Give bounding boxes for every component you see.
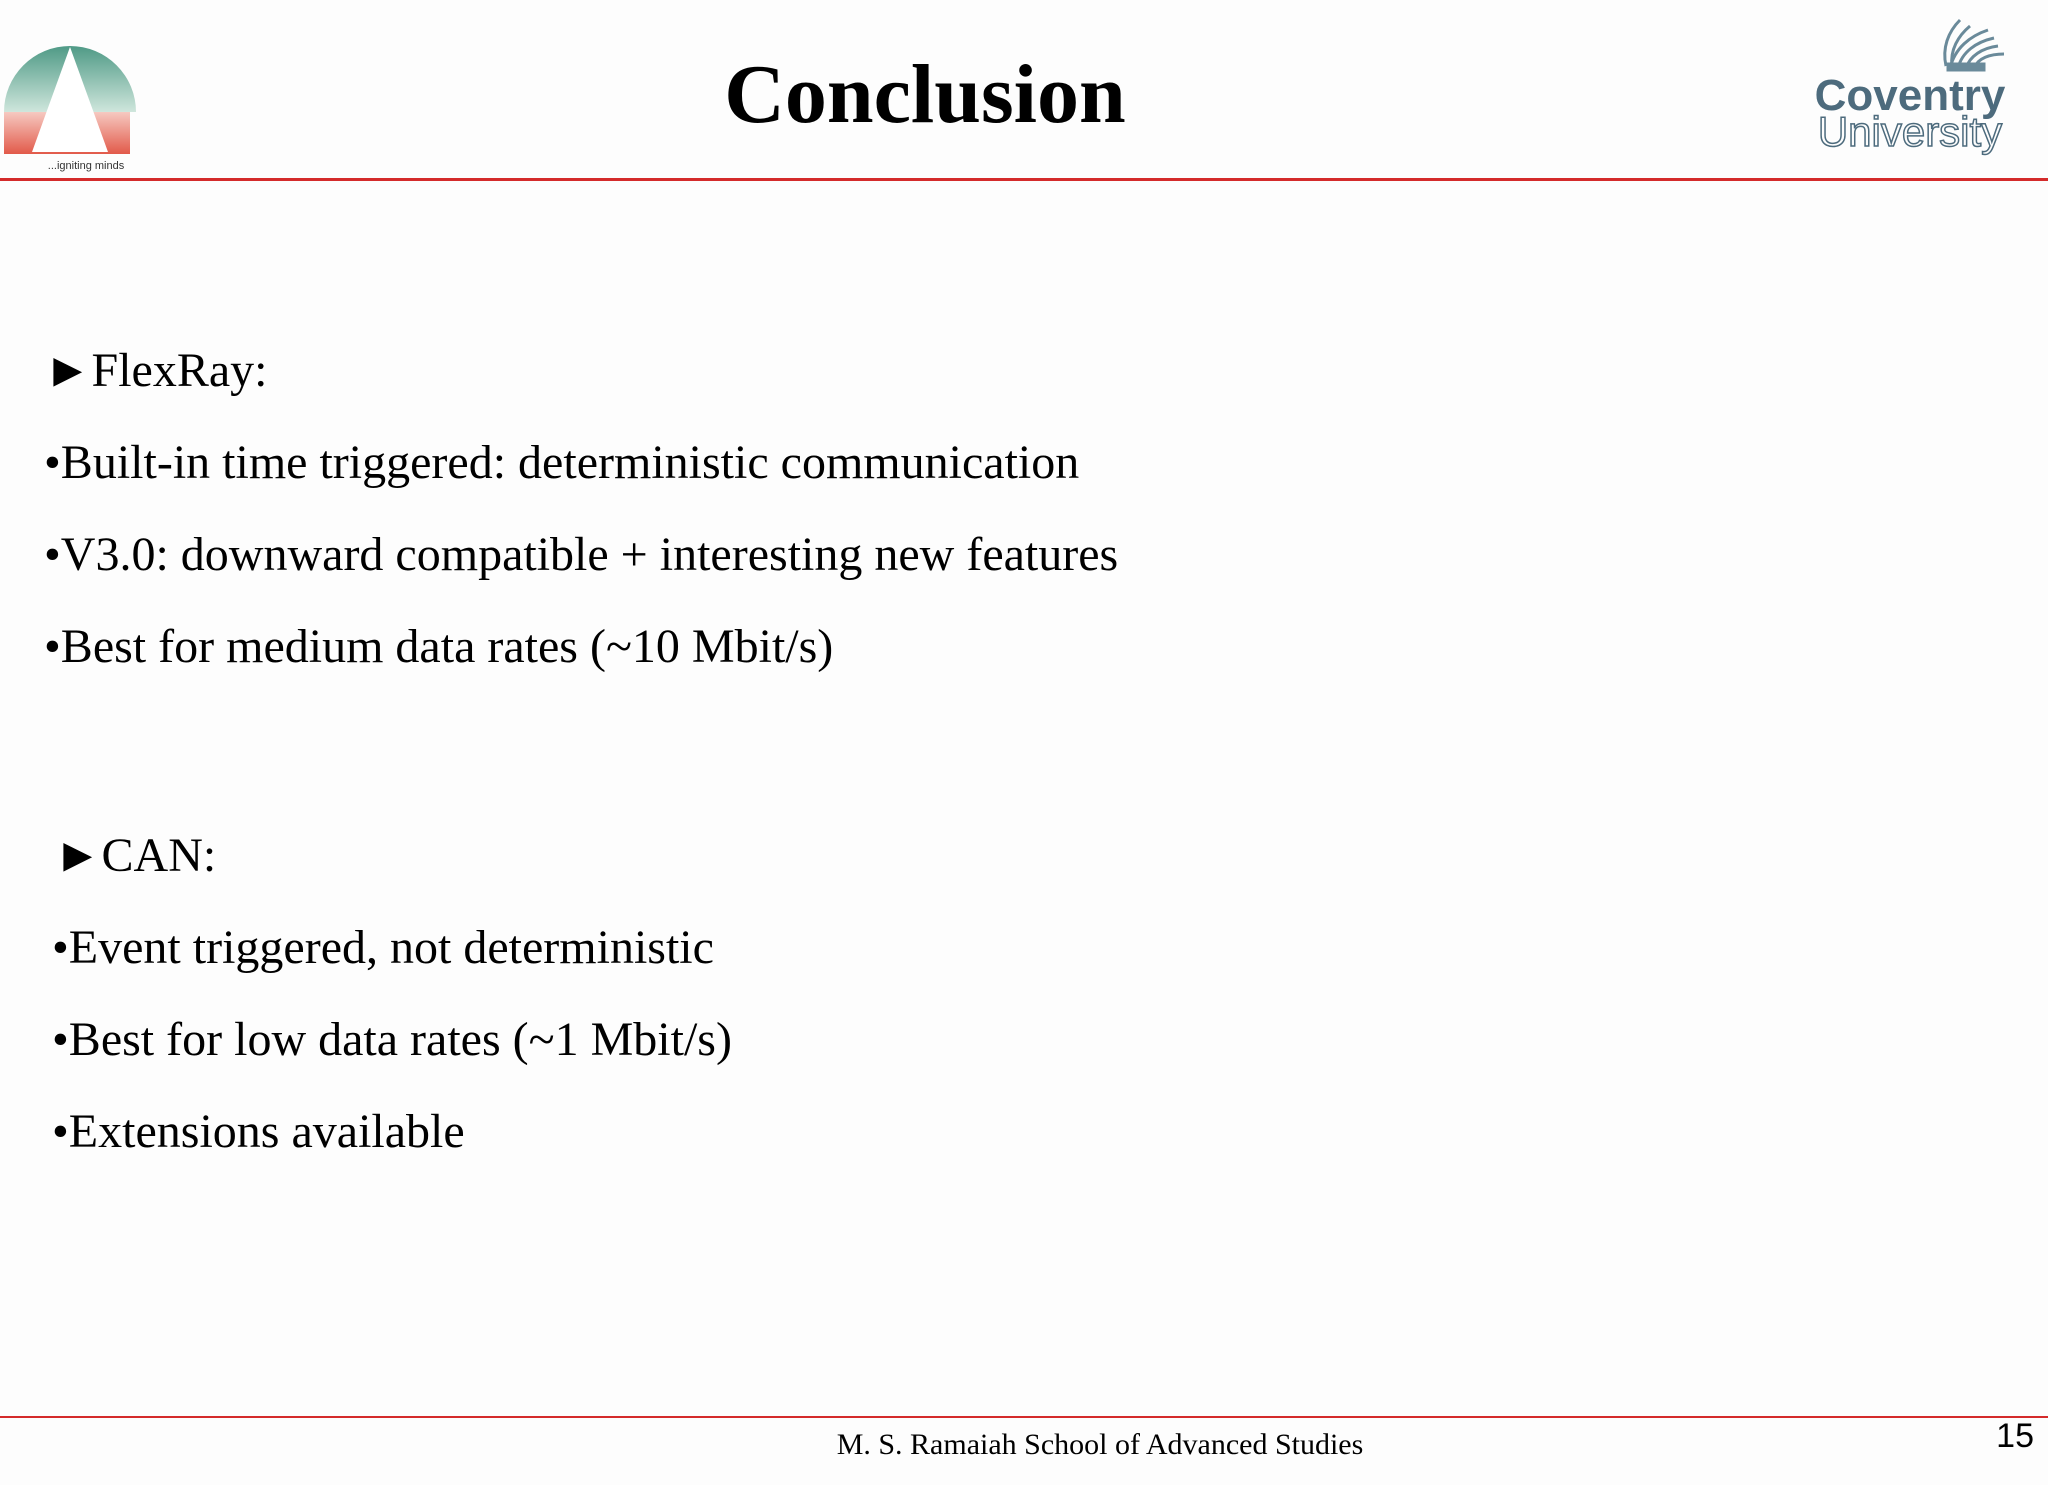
footer-rule <box>0 1416 2048 1418</box>
page-number: 15 <box>1996 1417 2034 1455</box>
section-heading: ►CAN: <box>54 829 217 882</box>
can-section <box>54 810 732 1178</box>
bullet-item: •Built-in time triggered: deterministic communication <box>44 436 1080 489</box>
svg-text:Coventry: Coventry <box>1814 71 2006 120</box>
university-logo <box>1800 8 2032 158</box>
bullet-item: •V3.0: downward compatible + interesting new features <box>44 528 1119 581</box>
header-rule <box>0 178 2048 181</box>
footer-text: M. S. Ramaiah School of Advanced Studies <box>836 1428 1364 1461</box>
section-heading: ►FlexRay: <box>44 344 268 397</box>
svg-text:...igniting minds: ...igniting minds <box>47 160 125 172</box>
bullet-item: •Best for low data rates (~1 Mbit/s) <box>52 1013 732 1066</box>
slide-title: Conclusion <box>724 48 1126 141</box>
flexray-section <box>44 325 1118 693</box>
svg-text:University: University <box>1817 108 2003 155</box>
bullet-item: •Event triggered, not deterministic <box>52 921 714 974</box>
bullet-item: •Best for medium data rates (~10 Mbit/s) <box>44 620 834 673</box>
bullet-item: •Extensions available <box>52 1105 465 1158</box>
